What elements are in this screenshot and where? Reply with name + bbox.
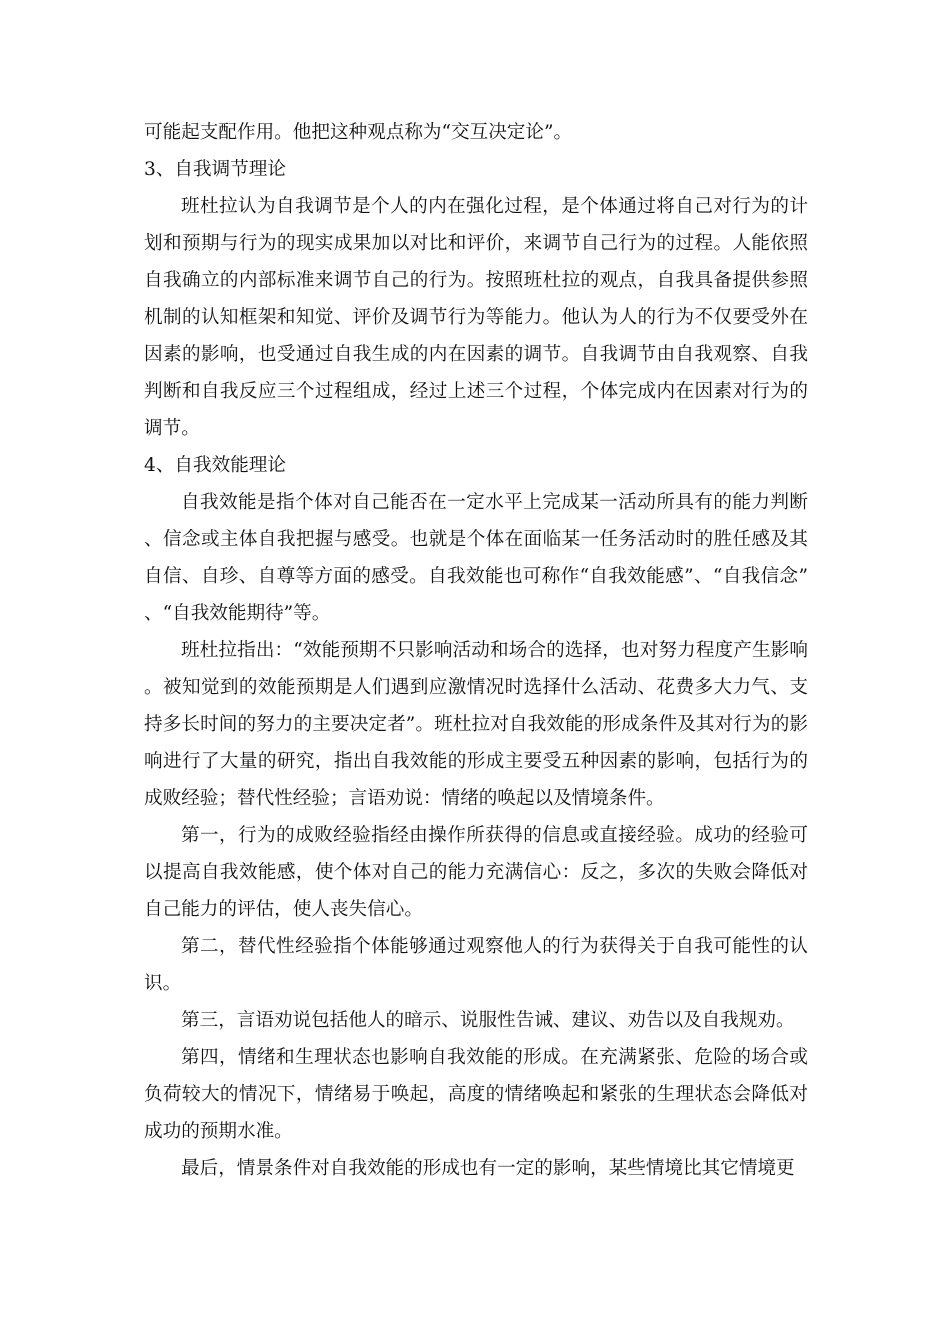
section-heading-self-efficacy: 4、自我效能理论 [144, 455, 286, 476]
paragraph-factor-second: 第二，替代性经验指个体能够通过观察他人的行为获得关于自我可能性的认识。 [144, 936, 808, 994]
paragraph-factor-first: 第一，行为的成败经验指经由操作所获得的信息或直接经验。成功的经验可以提高自我效能感，使个体对自己的能力充满信心：反之，多次的失败会降低对自己能力的评估，使人丧失信心。 [144, 825, 808, 920]
paragraph-factor-last: 最后，情景条件对自我效能的形成也有一定的影响，某些情境比其它情境更 [181, 1158, 795, 1179]
paragraph-factor-fourth: 第四，情绪和生理状态也影响自我效能的形成。在充满紧张、危险的场合或负荷较大的情况下，情绪易于唤起，高度的情绪唤起和紧张的生理状态会降低对成功的预期水准。 [144, 1047, 808, 1142]
document-body [144, 114, 808, 1187]
paragraph-factor-third: 第三，言语劝说包括他人的暗示、说服性告诫、建议、劝告以及自我规劝。 [181, 1010, 795, 1031]
paragraph-bandura-quote: 班杜拉指出：“效能预期不只影响活动和场合的选择，也对努力程度产生影响。被知觉到的效能预期是人们遇到应激情况时选择什么活动、花费多大力气、支持多长时间的努力的主要决定者”。班杜拉对自我效能的形成条件及其对行为的影响进行了大量的研究，指出自我效能的形成主要受五种因素的影响，包括行为的成败经验；替代性经验；言语劝说：情绪的唤起以及情境条件。 [144, 640, 808, 809]
paragraph-self-efficacy-definition: 自我效能是指个体对自己能否在一定水平上完成某一活动所具有的能力判断、信念或主体自我把握与感受。也就是个体在面临某一任务活动时的胜任感及其自信、自珍、自尊等方面的感受。自我效能也可称作“自我效能感”、“自我信念”、“自我效能期待”等。 [144, 492, 808, 624]
section-heading-self-regulation: 3、自我调节理论 [144, 159, 286, 180]
paragraph-self-regulation: 班杜拉认为自我调节是个人的内在强化过程，是个体通过将自己对行为的计划和预期与行为的现实成果加以对比和评价，来调节自己行为的过程。人能依照自我确立的内部标准来调节自己的行为。按照班杜拉的观点，自我具备提供参照机制的认知框架和知觉、评价及调节行为等能力。他认为人的行为不仅要受外在因素的影响，也受通过自我生成的内在因素的调节。自我调节由自我观察、自我判断和自我反应三个过程组成，经过上述三个过程，个体完成内在因素对行为的调节。 [144, 196, 808, 439]
paragraph-continuation: 可能起支配作用。他把这种观点称为“交互决定论”。 [144, 122, 573, 143]
